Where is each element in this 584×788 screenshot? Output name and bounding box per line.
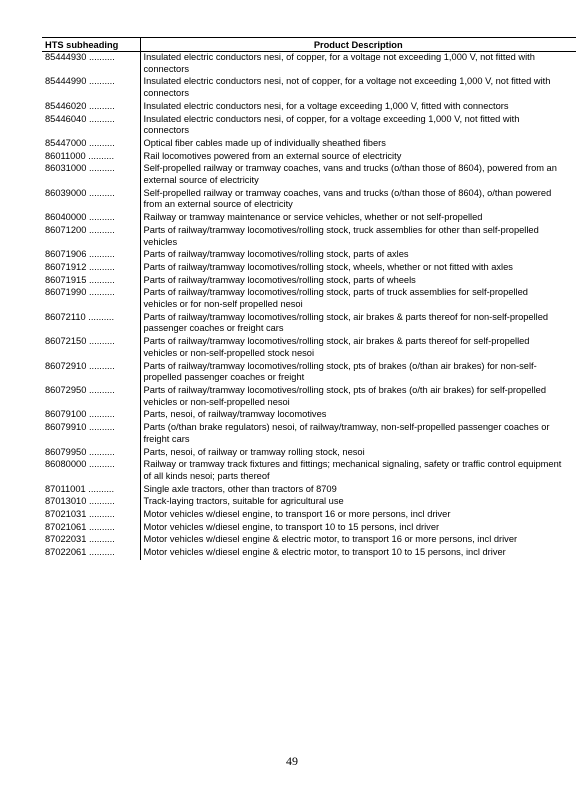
- table-row: [42, 212, 576, 225]
- hts-code-cell: 85444930 ..........: [42, 52, 140, 77]
- hts-code-cell: 86011000 ..........: [42, 151, 140, 164]
- hts-code-cell: 87022061 ..........: [42, 547, 140, 560]
- table-row: [42, 52, 576, 77]
- table-row: [42, 275, 576, 288]
- hts-code-cell: 86039000 ..........: [42, 188, 140, 212]
- product-description-cell: Motor vehicles w/diesel engine & electric motor, to transport 10 to 15 persons, incl driver: [143, 547, 506, 558]
- table-row: [42, 336, 576, 360]
- product-description-cell: Railway or tramway maintenance or service vehicles, whether or not self-propelled: [143, 212, 483, 223]
- hts-code-cell: 86071912 ..........: [42, 262, 140, 275]
- product-description-cell: Rail locomotives powered from an external source of electricity: [143, 150, 402, 161]
- product-description-cell: Parts, nesoi, of railway/tramway locomotives: [143, 409, 327, 420]
- table-row: [42, 484, 576, 497]
- product-description-cell: Motor vehicles w/diesel engine, to transport 10 to 15 persons, incl driver: [143, 521, 440, 532]
- hts-code-cell: 85446040 ..........: [42, 114, 140, 138]
- table-row: [42, 547, 576, 560]
- hts-code-cell: 85444990 ..........: [42, 76, 140, 100]
- product-description-cell: Parts of railway/tramway locomotives/rolling stock, pts of brakes (o/than air brakes) for non-self-propelled passenger coaches or freight: [143, 360, 537, 383]
- table-row: [42, 534, 576, 547]
- product-description-cell: Railway or tramway track fixtures and fittings; mechanical signaling, safety or traffic control equipment of all kinds nesoi; parts thereof: [143, 459, 562, 481]
- hts-code-cell: 87021061 ..........: [42, 522, 140, 535]
- table-row: [42, 447, 576, 460]
- hts-code-cell: 86031000 ..........: [42, 163, 140, 187]
- hts-code-cell: 86072150 ..........: [42, 336, 140, 360]
- product-description-cell: Parts, nesoi, of railway or tramway rolling stock, nesoi: [143, 446, 365, 457]
- product-description-cell: Self-propelled railway or tramway coaches, vans and trucks (o/than those of 8604), o/than powered from an external source of electricity: [143, 187, 552, 210]
- table-row: [42, 361, 576, 385]
- table-row: [42, 138, 576, 151]
- hts-code-cell: 85447000 ..........: [42, 138, 140, 151]
- table-row: [42, 287, 576, 311]
- hts-code-cell: 87021031 ..........: [42, 509, 140, 522]
- product-description-cell: Parts of railway/tramway locomotives/rolling stock, truck assemblies for other than self-propelled vehicles: [143, 224, 539, 247]
- hts-code-cell: 86071200 ..........: [42, 225, 140, 249]
- table-row: [42, 459, 576, 483]
- product-description-cell: Motor vehicles w/diesel engine, to transport 16 or more persons, incl driver: [143, 509, 451, 520]
- hts-code-cell: 86040000 ..........: [42, 212, 140, 225]
- hts-code-cell: 85446020 ..........: [42, 101, 140, 114]
- table-row: [42, 163, 576, 187]
- product-description-cell: Insulated electric conductors nesi, of copper, for a voltage not exceeding 1,000 V, not fitted with connectors: [143, 52, 535, 74]
- product-description-cell: Parts of railway/tramway locomotives/rolling stock, parts of wheels: [143, 274, 416, 285]
- product-description-cell: Parts of railway/tramway locomotives/rolling stock, parts of axles: [143, 249, 409, 260]
- product-description-cell: Single axle tractors, other than tractors of 8709: [143, 483, 337, 494]
- product-description-cell: Insulated electric conductors nesi, for a voltage exceeding 1,000 V, fitted with connectors: [143, 100, 509, 111]
- product-description-cell: Parts of railway/tramway locomotives/rolling stock, pts of brakes (o/th air brakes) for self-propelled vehicles or non-self-propelled nesoi: [143, 384, 546, 407]
- product-description-cell: Optical fiber cables made up of individually sheathed fibers: [143, 137, 386, 148]
- table-row: [42, 262, 576, 275]
- product-description-header: Product Description: [140, 38, 576, 52]
- table-row: [42, 114, 576, 138]
- product-description-cell: Insulated electric conductors nesi, not of copper, for a voltage not exceeding 1,000 V, not fitted with connectors: [143, 76, 551, 99]
- hts-code-cell: 87022031 ..........: [42, 534, 140, 547]
- table-header-row: [42, 38, 576, 52]
- table-row: [42, 101, 576, 114]
- page-number: 49: [286, 754, 298, 768]
- product-description-cell: Insulated electric conductors nesi, of copper, for a voltage exceeding 1,000 V, not fitted with connectors: [143, 113, 520, 136]
- table-row: [42, 522, 576, 535]
- hts-code-cell: 86079910 ..........: [42, 422, 140, 446]
- hts-code-cell: 86072110 ..........: [42, 312, 140, 336]
- hts-code-cell: 87013010 ..........: [42, 496, 140, 509]
- product-description-cell: Parts of railway/tramway locomotives/rolling stock, wheels, whether or not fitted with axles: [143, 261, 513, 272]
- table-row: [42, 496, 576, 509]
- product-description-cell: Parts (o/than brake regulators) nesoi, of railway/tramway, non-self-propelled passenger coaches or freight cars: [143, 422, 550, 444]
- hts-code-cell: 86071915 ..........: [42, 275, 140, 288]
- hts-code-cell: 86072950 ..........: [42, 385, 140, 409]
- hts-code-cell: 86079950 ..........: [42, 447, 140, 460]
- product-description-cell: Track-laying tractors, suitable for agricultural use: [143, 496, 344, 507]
- table-row: [42, 76, 576, 100]
- hts-code-cell: 86080000 ..........: [42, 459, 140, 483]
- hts-code-cell: 86079100 ..........: [42, 409, 140, 422]
- product-description-cell: Self-propelled railway or tramway coaches, vans and trucks (o/than those of 8604), powered from an external source of electricity: [143, 163, 557, 186]
- table-row: [42, 249, 576, 262]
- product-description-cell: Parts of railway/tramway locomotives/rolling stock, air brakes & parts thereof for self-propelled vehicles or non-self-propelled stock nesoi: [143, 336, 530, 358]
- hts-code-cell: 86071906 ..........: [42, 249, 140, 262]
- table-row: [42, 509, 576, 522]
- table-row: [42, 225, 576, 249]
- hts-subheading-header: HTS subheading: [42, 38, 140, 52]
- hts-code-cell: 86072910 ..........: [42, 361, 140, 385]
- product-description-cell: Parts of railway/tramway locomotives/rolling stock, air brakes & parts thereof for non-self-propelled passenger coaches or freight cars: [143, 311, 549, 334]
- hts-table: [42, 37, 576, 560]
- product-description-cell: Motor vehicles w/diesel engine & electric motor, to transport 16 or more persons, incl driver: [143, 534, 518, 545]
- table-row: [42, 422, 576, 446]
- table-row: [42, 151, 576, 164]
- table-row: [42, 312, 576, 336]
- table-row: [42, 385, 576, 409]
- hts-code-cell: 87011001 ..........: [42, 484, 140, 497]
- product-description-cell: Parts of railway/tramway locomotives/rolling stock, parts of truck assemblies for self-propelled vehicles or for non-self propelled nesoi: [143, 287, 528, 310]
- table-row: [42, 409, 576, 422]
- table-row: [42, 188, 576, 212]
- hts-code-cell: 86071990 ..........: [42, 287, 140, 311]
- table-body: [42, 52, 576, 560]
